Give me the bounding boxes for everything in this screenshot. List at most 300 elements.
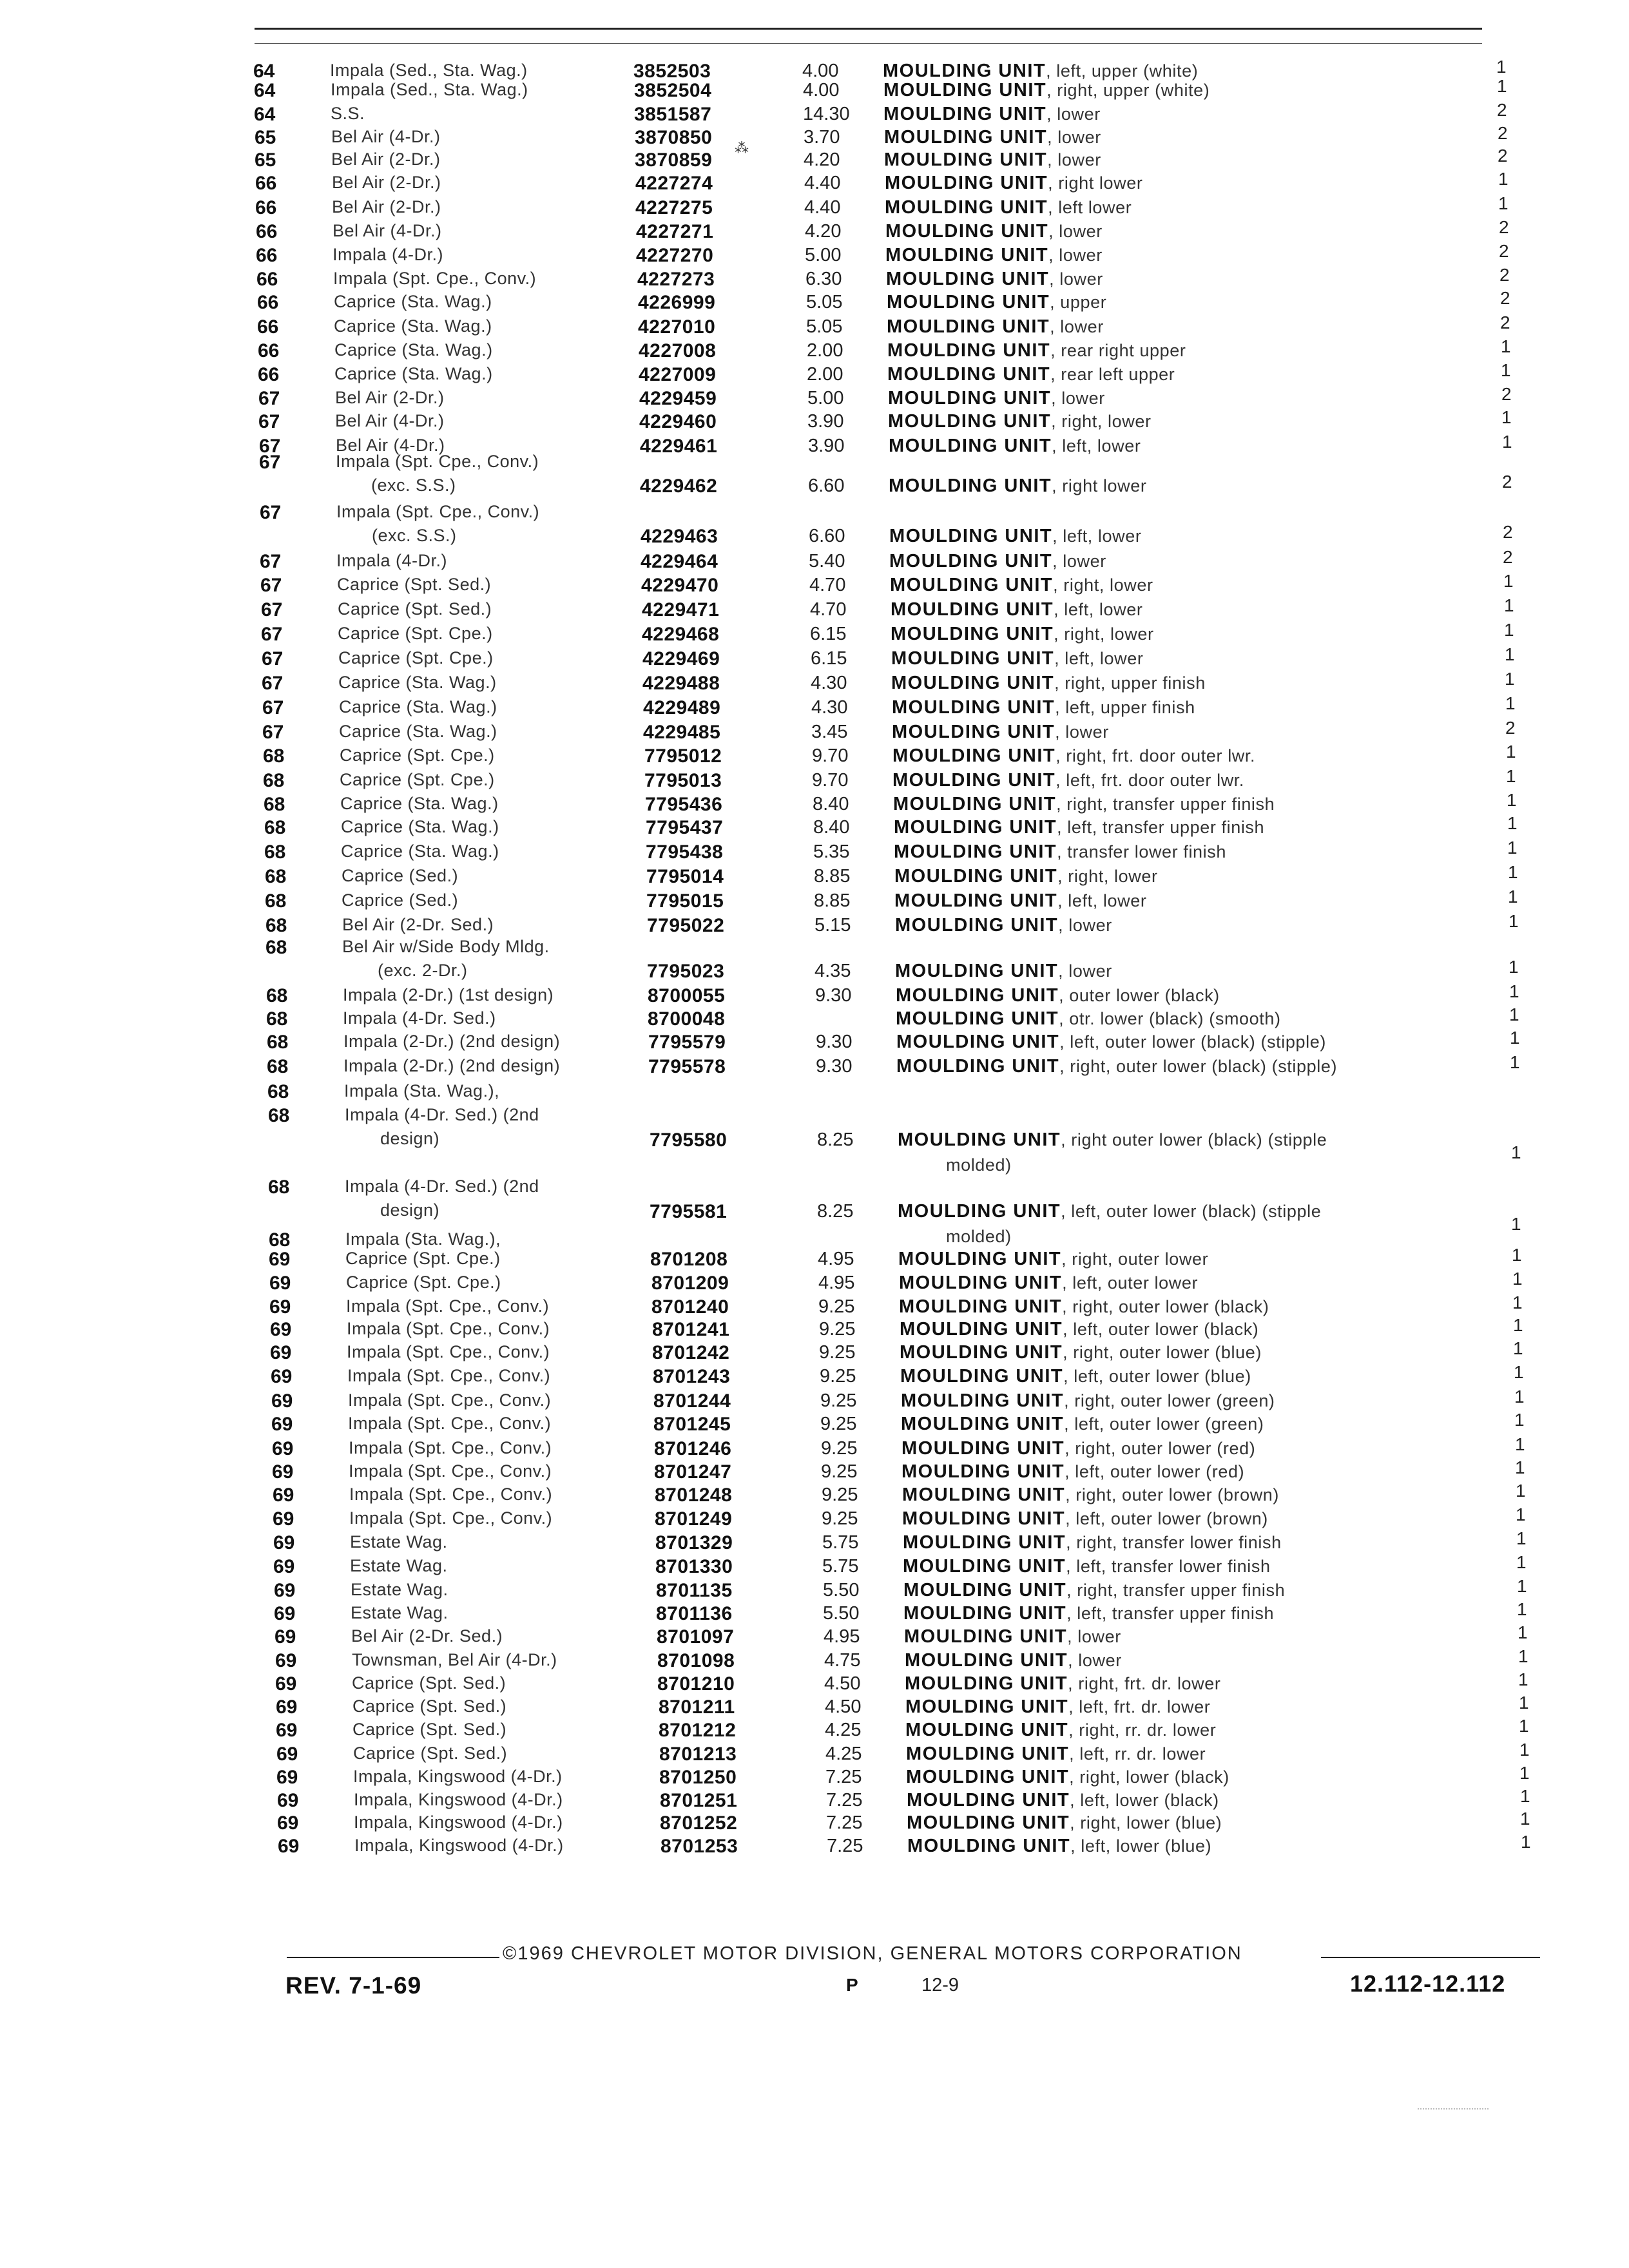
description-name: MOULDING UNIT xyxy=(903,1556,1066,1577)
row-part-number: 4229462 xyxy=(640,476,718,497)
row-part-number: 4227010 xyxy=(638,316,716,338)
row-description xyxy=(892,698,1195,717)
row-model: Bel Air (2-Dr. Sed.) xyxy=(342,915,494,934)
row-part-number: 3870850 xyxy=(635,127,713,148)
row-model: Bel Air (2-Dr.) xyxy=(335,388,445,407)
description-name: MOULDING UNIT xyxy=(896,985,1059,1006)
description-name: MOULDING UNIT xyxy=(888,388,1052,408)
footer-rule-right xyxy=(1321,1957,1540,1958)
row-quantity: 2 xyxy=(1498,146,1508,166)
row-description xyxy=(893,795,1275,814)
description-name: MOULDING UNIT xyxy=(889,436,1052,456)
description-detail: , lower xyxy=(1068,1651,1122,1670)
row-description xyxy=(900,1343,1262,1362)
row-part-number: 8701135 xyxy=(656,1580,733,1601)
row-price: 6.15 xyxy=(811,648,847,669)
row-quantity: 1 xyxy=(1516,1552,1527,1572)
row-model: Bel Air (2-Dr.) xyxy=(331,149,441,169)
row-model: Impala (4-Dr.) xyxy=(336,551,448,570)
row-model: Impala, Kingswood (4-Dr.) xyxy=(353,1767,563,1786)
row-description xyxy=(888,412,1152,431)
top-rule xyxy=(255,28,1482,30)
row-description xyxy=(890,576,1153,595)
description-name: MOULDING UNIT xyxy=(898,1249,1062,1269)
row-quantity: 1 xyxy=(1510,1028,1520,1048)
row-quantity: 1 xyxy=(1509,957,1519,977)
description-name: MOULDING UNIT xyxy=(886,269,1050,289)
row-year: 67 xyxy=(262,697,284,718)
row-part-number: 3870859 xyxy=(635,149,713,171)
row-price: 4.95 xyxy=(818,1249,854,1269)
row-model: Caprice (Spt. Sed.) xyxy=(338,599,492,619)
row-quantity: 1 xyxy=(1519,1716,1529,1736)
row-year: 66 xyxy=(256,245,278,266)
row-description xyxy=(899,1274,1198,1293)
row-model: Caprice (Sta. Wag.) xyxy=(334,316,492,336)
row-price: 9.30 xyxy=(816,1032,853,1052)
description-detail: , lower xyxy=(1046,104,1101,124)
row-model: Estate Wag. xyxy=(351,1603,448,1622)
row-price: 4.95 xyxy=(824,1626,860,1647)
row-part-number: 8701245 xyxy=(653,1414,731,1435)
row-model: Impala (Spt. Cpe., Conv.) xyxy=(333,269,537,288)
row-year: 68 xyxy=(264,841,286,863)
row-description xyxy=(884,128,1101,147)
row-price: 6.30 xyxy=(805,269,842,289)
row-price: 9.25 xyxy=(821,1438,858,1459)
row-description xyxy=(900,1367,1251,1386)
description-name: MOULDING UNIT xyxy=(892,722,1055,742)
row-quantity: 1 xyxy=(1505,669,1515,689)
row-quantity: 1 xyxy=(1505,693,1516,713)
row-quantity: 1 xyxy=(1512,1269,1523,1289)
row-part-number: 4229459 xyxy=(639,388,717,409)
row-model: Caprice (Spt. Cpe.) xyxy=(345,1249,501,1268)
row-model: Impala (Sta. Wag.), xyxy=(345,1229,501,1249)
row-model: Caprice (Sta. Wag.) xyxy=(338,673,497,692)
row-model: Impala (2-Dr.) (2nd design) xyxy=(343,1032,561,1051)
row-year: 68 xyxy=(263,770,285,791)
row-model: Caprice (Spt. Cpe.) xyxy=(340,745,495,765)
row-part-number: 8701097 xyxy=(657,1626,735,1648)
row-model: Bel Air (2-Dr.) xyxy=(332,197,441,216)
row-quantity: 1 xyxy=(1514,1387,1525,1407)
row-model-cont: (exc. 2-Dr.) xyxy=(378,961,468,980)
row-description xyxy=(896,1033,1326,1052)
description-name: MOULDING UNIT xyxy=(901,1461,1065,1482)
description-name: MOULDING UNIT xyxy=(906,1744,1070,1764)
row-price: 8.85 xyxy=(814,890,851,911)
row-model: Caprice (Spt. Sed.) xyxy=(337,575,492,594)
row-quantity: 1 xyxy=(1508,862,1518,882)
row-quantity: 2 xyxy=(1500,288,1510,308)
row-part-number: 8701249 xyxy=(655,1508,733,1530)
description-name: MOULDING UNIT xyxy=(891,648,1055,669)
row-price: 5.15 xyxy=(815,915,851,936)
description-detail: , lower xyxy=(1055,722,1109,742)
row-quantity: 1 xyxy=(1507,838,1518,858)
row-part-number: 4229460 xyxy=(639,411,717,432)
row-quantity: 1 xyxy=(1513,1338,1523,1358)
row-year: 69 xyxy=(269,1273,291,1294)
row-price: 5.35 xyxy=(813,841,850,862)
row-model: Estate Wag. xyxy=(350,1532,448,1552)
row-part-number: 7795580 xyxy=(650,1129,728,1151)
description-detail: , right, outer lower (green) xyxy=(1064,1391,1275,1410)
row-price: 2.00 xyxy=(807,340,843,361)
row-description xyxy=(902,1510,1268,1528)
row-price: 5.00 xyxy=(805,245,842,265)
row-part-number: 4227273 xyxy=(637,269,715,290)
row-part-number: 3852504 xyxy=(634,80,712,101)
row-model: Impala (Spt. Cpe., Conv.) xyxy=(336,452,539,471)
row-description xyxy=(896,1057,1337,1076)
row-year: 69 xyxy=(277,1812,299,1834)
row-price: 8.25 xyxy=(817,1129,854,1150)
row-part-number: 8701247 xyxy=(654,1461,732,1483)
row-part-number: 8701250 xyxy=(659,1767,737,1788)
row-model: Bel Air (4-Dr.) xyxy=(335,411,445,430)
row-model: Caprice (Sta. Wag.) xyxy=(339,697,497,716)
description-name: MOULDING UNIT xyxy=(883,61,1046,81)
row-part-number: 4227009 xyxy=(639,364,717,385)
row-model: Impala (Spt. Cpe., Conv.) xyxy=(349,1508,553,1528)
row-quantity: 2 xyxy=(1503,547,1513,567)
row-part-number: 4227275 xyxy=(635,197,713,218)
row-quantity: 1 xyxy=(1502,432,1512,452)
row-price: 9.25 xyxy=(819,1342,856,1363)
description-detail: , left, outer lower xyxy=(1062,1273,1199,1293)
row-model: Impala (Sed., Sta. Wag.) xyxy=(330,61,528,80)
row-year: 69 xyxy=(269,1249,291,1270)
row-price: 9.25 xyxy=(820,1414,857,1434)
description-detail: , right, lower xyxy=(1053,575,1153,595)
row-model: Bel Air w/Side Body Mldg. xyxy=(342,937,550,956)
row-description xyxy=(903,1557,1271,1576)
description-name: MOULDING UNIT xyxy=(907,1790,1070,1811)
row-part-number: 8701208 xyxy=(650,1249,728,1270)
row-price: 4.30 xyxy=(811,697,848,718)
description-detail-cont: molded) xyxy=(946,1155,1012,1175)
row-year: 69 xyxy=(272,1438,294,1459)
row-price: 3.45 xyxy=(811,722,848,742)
row-model: Estate Wag. xyxy=(350,1556,448,1575)
description-name: MOULDING UNIT xyxy=(892,745,1056,766)
row-part-number: 8701211 xyxy=(659,1696,735,1718)
row-price: 5.00 xyxy=(807,388,844,408)
row-year: 66 xyxy=(258,364,280,385)
row-description xyxy=(903,1581,1285,1600)
row-price: 6.60 xyxy=(808,476,845,496)
description-name: MOULDING UNIT xyxy=(891,673,1055,693)
row-quantity: 1 xyxy=(1518,1622,1528,1642)
row-quantity: 1 xyxy=(1501,407,1512,427)
row-description xyxy=(883,105,1101,124)
row-model: Caprice (Sta. Wag.) xyxy=(334,340,493,360)
row-year: 69 xyxy=(278,1836,300,1857)
row-part-number: 7795438 xyxy=(646,841,724,863)
row-price: 4.35 xyxy=(815,961,851,981)
row-year: 69 xyxy=(276,1696,298,1718)
description-name: MOULDING UNIT xyxy=(900,1319,1063,1340)
row-description xyxy=(901,1415,1264,1434)
description-detail: , left, transfer upper finish xyxy=(1057,818,1265,837)
description-name: MOULDING UNIT xyxy=(901,1438,1065,1459)
description-detail: , right, transfer upper finish xyxy=(1066,1581,1286,1600)
row-price: 9.30 xyxy=(816,1056,853,1077)
row-model: Bel Air (4-Dr.) xyxy=(331,127,441,146)
row-year: 67 xyxy=(258,388,280,409)
row-part-number: 4229463 xyxy=(641,526,718,547)
row-price: 4.95 xyxy=(818,1273,855,1293)
row-part-number: 8701212 xyxy=(659,1720,737,1741)
row-description xyxy=(885,222,1103,241)
description-detail: , left, frt. door outer lwr. xyxy=(1055,771,1244,790)
section-number: 12.112-12.112 xyxy=(1350,1970,1506,1997)
description-detail: , left, rr. dr. lower xyxy=(1069,1744,1206,1763)
description-name: MOULDING UNIT xyxy=(883,80,1047,101)
row-part-number: 8701209 xyxy=(651,1273,729,1294)
row-model: Impala (Spt. Cpe., Conv.) xyxy=(348,1390,552,1410)
row-price: 4.50 xyxy=(825,1696,862,1717)
row-price: 4.70 xyxy=(809,575,846,595)
row-year: 67 xyxy=(260,502,282,523)
row-description xyxy=(883,62,1198,81)
row-price: 8.40 xyxy=(813,817,850,838)
description-name: MOULDING UNIT xyxy=(905,1650,1068,1671)
row-model: Caprice (Sta. Wag.) xyxy=(340,794,499,813)
row-part-number: 7795578 xyxy=(648,1056,726,1077)
row-model: Townsman, Bel Air (4-Dr.) xyxy=(352,1650,557,1669)
description-name: MOULDING UNIT xyxy=(892,697,1055,718)
description-detail: , left, upper (white) xyxy=(1046,61,1199,81)
row-price: 4.30 xyxy=(811,673,847,693)
row-quantity: 1 xyxy=(1518,1669,1528,1689)
row-quantity: 1 xyxy=(1498,193,1509,213)
row-description xyxy=(892,723,1109,742)
description-detail: , lower xyxy=(1058,961,1112,981)
description-detail: , right lower xyxy=(1048,173,1143,193)
row-model: Impala (Spt. Cpe., Conv.) xyxy=(348,1414,552,1433)
row-year: 69 xyxy=(273,1556,295,1577)
row-part-number: 8701242 xyxy=(652,1342,730,1363)
description-name: MOULDING UNIT xyxy=(898,1129,1061,1150)
description-name: MOULDING UNIT xyxy=(902,1485,1066,1505)
description-detail: , left, lower xyxy=(1057,891,1147,910)
row-model-cont: (exc. S.S.) xyxy=(372,526,457,545)
description-detail: , lower xyxy=(1047,150,1101,169)
revision-date: REV. 7-1-69 xyxy=(285,1972,422,1999)
row-year: 65 xyxy=(255,127,276,148)
row-part-number: 8701330 xyxy=(655,1556,733,1577)
row-price: 4.25 xyxy=(825,1720,862,1740)
row-price: 14.30 xyxy=(803,104,850,124)
row-price: 5.50 xyxy=(823,1580,860,1600)
description-detail: , rear left upper xyxy=(1050,365,1175,384)
row-year: 69 xyxy=(271,1414,293,1435)
description-detail: , right, transfer lower finish xyxy=(1066,1533,1282,1552)
row-description xyxy=(898,1250,1208,1269)
row-model: Caprice (Spt. Cpe.) xyxy=(338,648,494,668)
row-quantity: 2 xyxy=(1503,522,1513,542)
row-year: 66 xyxy=(255,173,277,194)
description-detail: , left, outer lower (red) xyxy=(1065,1462,1245,1481)
description-name: MOULDING UNIT xyxy=(887,364,1051,385)
description-name: MOULDING UNIT xyxy=(887,292,1050,312)
row-part-number: 4227274 xyxy=(635,173,713,194)
description-name: MOULDING UNIT xyxy=(884,149,1048,170)
row-year: 68 xyxy=(267,1056,289,1077)
row-year: 67 xyxy=(262,648,284,669)
row-year: 68 xyxy=(266,1008,288,1030)
row-model: Bel Air (4-Dr.) xyxy=(333,221,442,240)
description-detail: , left, outer lower (black) (stipple xyxy=(1061,1202,1322,1221)
row-year: 69 xyxy=(273,1485,294,1506)
row-quantity: 1 xyxy=(1512,1293,1523,1312)
description-detail: , left, lower (blue) xyxy=(1070,1836,1212,1856)
row-part-number: 4229485 xyxy=(643,722,721,743)
description-detail: , lower xyxy=(1048,222,1103,241)
row-price: 4.75 xyxy=(824,1650,861,1671)
row-part-number: 4229471 xyxy=(642,599,720,620)
row-price: 4.70 xyxy=(810,599,847,620)
description-name: MOULDING UNIT xyxy=(907,1836,1071,1856)
row-quantity: 2 xyxy=(1499,217,1509,237)
row-description xyxy=(896,986,1220,1005)
row-year: 67 xyxy=(262,722,284,743)
row-price: 9.25 xyxy=(822,1508,858,1529)
row-part-number: 8701329 xyxy=(655,1532,733,1553)
row-part-number: 4227008 xyxy=(639,340,717,361)
row-description xyxy=(894,867,1158,886)
row-description xyxy=(885,198,1132,217)
description-name: MOULDING UNIT xyxy=(889,526,1053,546)
row-part-number: 4229461 xyxy=(640,436,718,457)
row-quantity: 1 xyxy=(1515,1434,1525,1454)
description-name: MOULDING UNIT xyxy=(885,245,1049,265)
row-model: S.S. xyxy=(331,104,365,123)
stray-mark xyxy=(1418,2108,1489,2111)
row-year: 67 xyxy=(259,452,281,473)
row-model: Impala (2-Dr.) (2nd design) xyxy=(343,1056,561,1075)
description-name: MOULDING UNIT xyxy=(896,1056,1060,1077)
row-year: 69 xyxy=(273,1532,295,1553)
description-detail: , left, lower xyxy=(1054,649,1144,668)
description-name: MOULDING UNIT xyxy=(887,316,1050,337)
row-part-number: 7795436 xyxy=(645,794,723,815)
row-quantity: 1 xyxy=(1516,1528,1527,1548)
row-year: 69 xyxy=(274,1603,296,1624)
row-quantity: 1 xyxy=(1511,1142,1521,1162)
row-quantity: 2 xyxy=(1505,718,1516,738)
row-quantity: 1 xyxy=(1497,76,1507,96)
row-description xyxy=(898,1131,1327,1149)
row-part-number: 8701246 xyxy=(654,1438,732,1459)
row-part-number: 4226999 xyxy=(638,292,716,313)
row-price: 4.00 xyxy=(803,80,840,101)
description-detail: , left, outer lower (black) xyxy=(1063,1320,1259,1339)
row-quantity: 2 xyxy=(1498,123,1508,143)
row-model: Estate Wag. xyxy=(351,1580,448,1599)
description-detail: , rear right upper xyxy=(1050,341,1186,360)
row-model: Caprice (Spt. Sed.) xyxy=(352,1720,507,1739)
row-price: 4.40 xyxy=(804,197,841,218)
row-description xyxy=(905,1721,1216,1740)
row-quantity: 1 xyxy=(1504,620,1514,640)
row-price: 9.70 xyxy=(812,770,849,791)
row-quantity: 1 xyxy=(1520,1809,1530,1829)
description-detail: , right, outer lower (black) (stipple) xyxy=(1059,1057,1338,1076)
row-price: 8.25 xyxy=(817,1201,854,1222)
row-price: 9.25 xyxy=(818,1296,855,1317)
row-quantity: 1 xyxy=(1507,790,1517,810)
row-quantity: 1 xyxy=(1506,742,1516,762)
row-description xyxy=(892,771,1244,790)
row-year: 69 xyxy=(270,1319,292,1340)
row-part-number: 8701244 xyxy=(653,1390,731,1412)
row-part-number: 8701243 xyxy=(653,1366,731,1387)
row-quantity: 1 xyxy=(1509,1004,1519,1024)
row-description xyxy=(898,1202,1321,1221)
row-year: 67 xyxy=(261,624,283,645)
row-year: 69 xyxy=(276,1720,298,1741)
description-name: MOULDING UNIT xyxy=(885,221,1049,242)
row-year: 67 xyxy=(258,411,280,432)
row-price: 7.25 xyxy=(826,1812,863,1833)
row-quantity: 1 xyxy=(1508,887,1518,907)
description-detail: , right, upper (white) xyxy=(1046,81,1210,100)
row-quantity: 1 xyxy=(1509,911,1519,931)
row-year: 68 xyxy=(268,1105,290,1126)
row-model-cont: (exc. S.S.) xyxy=(371,476,456,495)
row-part-number: 7795013 xyxy=(644,770,722,791)
row-year: 67 xyxy=(259,436,281,457)
row-model: Caprice (Sta. Wag.) xyxy=(334,364,493,383)
row-model: Impala (4-Dr.) xyxy=(333,245,444,264)
page-prefix: P xyxy=(846,1975,858,1995)
description-detail: , right, lower (black) xyxy=(1069,1767,1229,1787)
row-price: 3.70 xyxy=(804,127,840,148)
row-model: Impala (2-Dr.) (1st design) xyxy=(343,985,554,1004)
description-detail-cont: molded) xyxy=(946,1227,1012,1246)
row-year: 68 xyxy=(268,1177,290,1198)
row-part-number: 7795022 xyxy=(647,915,725,936)
row-year: 66 xyxy=(256,221,278,242)
row-price: 8.40 xyxy=(813,794,849,814)
row-part-number: 4229488 xyxy=(642,673,720,694)
row-price: 5.75 xyxy=(822,1556,859,1577)
row-model: Caprice (Sed.) xyxy=(342,890,459,910)
row-year: 69 xyxy=(271,1390,293,1412)
row-price: 4.50 xyxy=(824,1673,861,1694)
description-detail: , left, lower xyxy=(1052,526,1142,546)
row-year: 67 xyxy=(260,551,282,572)
row-description xyxy=(895,916,1112,935)
row-description xyxy=(894,818,1264,837)
row-quantity: 1 xyxy=(1514,1362,1524,1382)
row-description xyxy=(887,365,1175,384)
row-part-number: 7795581 xyxy=(650,1201,728,1222)
row-year: 69 xyxy=(275,1650,297,1671)
description-detail: , right, upper finish xyxy=(1054,673,1206,693)
row-quantity: 1 xyxy=(1516,1481,1526,1501)
row-description xyxy=(907,1837,1211,1856)
row-price: 7.25 xyxy=(826,1790,863,1811)
description-detail: , transfer lower finish xyxy=(1057,842,1226,861)
row-description xyxy=(894,892,1146,910)
description-detail: , lower xyxy=(1058,916,1112,935)
description-name: MOULDING UNIT xyxy=(885,197,1048,218)
